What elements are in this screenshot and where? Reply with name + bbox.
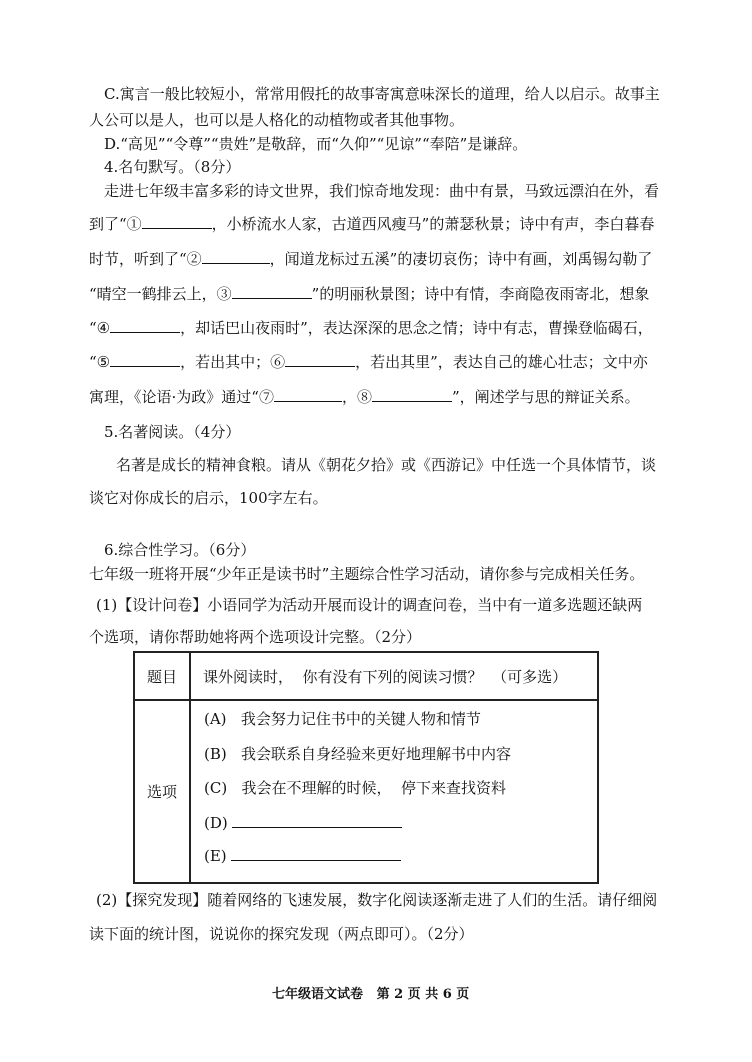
option-e-blank[interactable] <box>231 846 401 861</box>
blank-1[interactable] <box>142 214 212 229</box>
q4-line5: “④ ，却话巴山夜雨时”，表达深深的思念之情；诗中有志，曹操登临碣石， <box>89 319 653 337</box>
q6-title: 6.综合性学习。（6分） <box>104 541 256 559</box>
q6-sub1-line1: (1)【设计问卷】小语同学为活动开展而设计的调查问卷，当中有一道多选题还缺两 <box>96 596 643 614</box>
option-e-row: (E) <box>204 846 401 866</box>
q5-line2: 谈它对你成长的启示，100字左右。 <box>89 489 328 507</box>
q4-line4: “晴空一鹤排云上，③ ”的明丽秋景图；诗中有情，李商隐夜雨寄北，想象 <box>89 285 650 303</box>
q5-line1: 名著是成长的精神食粮。请从《朝花夕拾》或《西游记》中任选一个具体情节，谈 <box>116 456 657 474</box>
option-d-blank[interactable] <box>232 813 402 828</box>
option-c: (C) 我会在不理解的时候， 停下来查找资料 <box>204 779 507 797</box>
blank-8[interactable] <box>372 387 452 402</box>
q6-intro: 七年级一班将开展“少年正是读书时”主题综合性学习活动，请你参与完成相关任务。 <box>89 565 645 583</box>
q4-title: 4.名句默写。（8分） <box>104 158 241 176</box>
options-label-cell: 选项 <box>134 700 190 883</box>
blank-7[interactable] <box>274 387 342 402</box>
option-d-row: (D) <box>204 813 402 833</box>
option-c-line2: 人公可以是人，也可以是人格化的动植物或者其他事物。 <box>89 111 465 129</box>
questionnaire-table <box>133 651 599 884</box>
header-label-cell: 题目 <box>134 652 190 700</box>
q6-sub1-line2: 个选项，请你帮助她将两个选项设计完整。（2分） <box>89 628 422 646</box>
header-text-cell: 课外阅读时， 你有没有下列的阅读习惯？ （可多选） <box>190 652 598 700</box>
option-a: (A) 我会努力记住书中的关键人物和情节 <box>204 710 481 728</box>
option-d: D.“高见”“令尊”“贵姓”是敬辞，而“久仰”“见谅”“奉陪”是谦辞。 <box>104 135 528 153</box>
page-footer: 七年级语文试卷 第 2 页 共 6 页 <box>272 987 470 1002</box>
q4-line2: 到了“① ，小桥流水人家，古道西风瘦马”的萧瑟秋景；诗中有声，李白暮春 <box>89 215 655 233</box>
option-b: (B) 我会联系自身经验来更好地理解书中内容 <box>204 745 512 763</box>
blank-4[interactable] <box>110 318 180 333</box>
blank-5[interactable] <box>110 352 180 367</box>
q6-sub2-line1: (2)【探究发现】随着网络的飞速发展，数字化阅读逐渐走进了人们的生活。请仔细阅 <box>96 891 658 909</box>
options-cell <box>190 700 598 883</box>
q4-line7: 寓理，《论语·为政》通过“⑦ ，⑧ ”，阐述学与思的辩证关系。 <box>89 388 640 406</box>
q5-title: 5.名著阅读。（4分） <box>104 423 241 441</box>
q6-sub2-line2: 读下面的统计图，说说你的探究发现（两点即可）。（2分） <box>89 925 474 943</box>
q4-line3: 时节，听到了“② ，闻道龙标过五溪”的凄切哀伤；诗中有画，刘禹锡勾勒了 <box>89 250 653 268</box>
option-c-line1: C.寓言一般比较短小，常常用假托的故事寄寓意味深长的道理，给人以启示。故事主 <box>104 85 660 103</box>
q4-line6: “⑤ ，若出其中；⑥ ，若出其里”，表达自己的雄心壮志；文中亦 <box>89 353 648 371</box>
blank-2[interactable] <box>202 249 270 264</box>
blank-3[interactable] <box>232 284 312 299</box>
blank-6[interactable] <box>285 352 355 367</box>
q4-line1: 走进七年级丰富多彩的诗文世界，我们惊奇地发现：曲中有景，马致远漂泊在外，看 <box>104 182 660 200</box>
